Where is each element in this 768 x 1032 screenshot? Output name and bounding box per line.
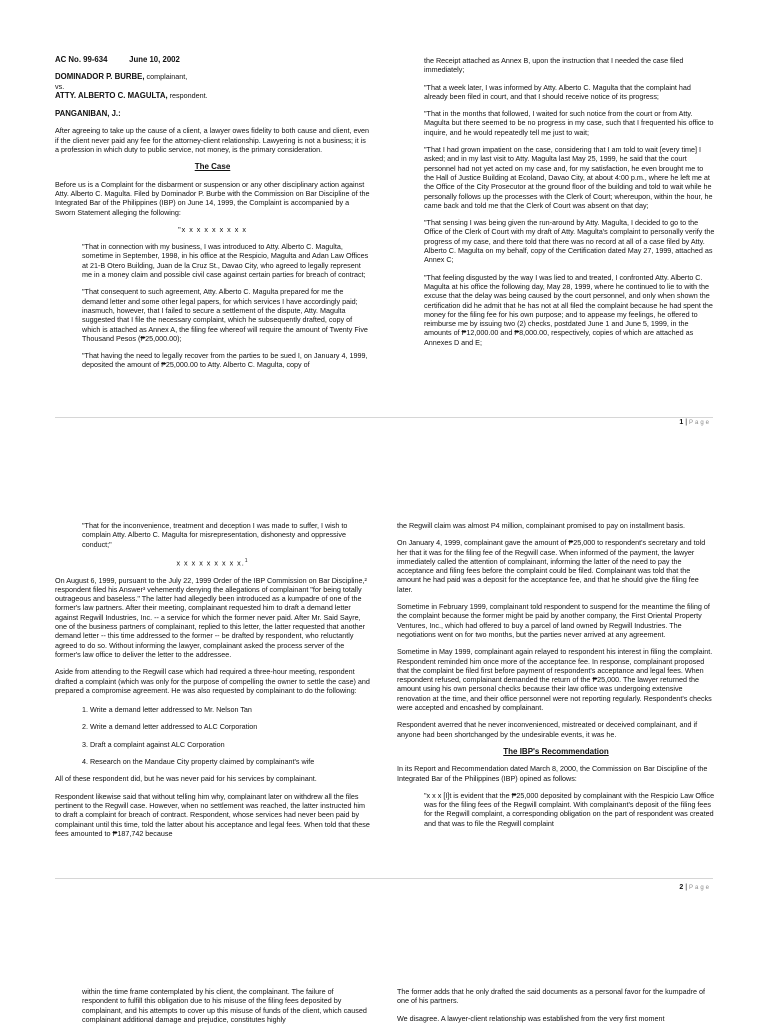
page-1 xyxy=(0,0,768,428)
parties xyxy=(55,72,370,100)
paragraph: On January 4, 1999, complainant gave the amount of ₱25,000 to respondent's secretary and told her that it was for the filing fee of the Regwill case. When informed of the payment, the lawyer immediately called the attention of complainant, informing the latter of the need to pay the acceptance and filing fees before the complaint could be filed. Complainant was told that the amount he had paid was a deposit for the acceptance fee, and that he should give the filing fee later. xyxy=(397,538,706,594)
footer-divider xyxy=(55,878,713,879)
page-3-left-column xyxy=(82,987,370,1032)
case-header xyxy=(55,55,370,64)
paragraph: Before us is a Complaint for the disbarment or suspension or any other disciplinary action against Atty. Alberto C. Magulta. Filed by Dominador P. Burbe with the Commission on Bar Discipline of the Integrated Bar of the Philippines (IBP) on June 14, 1999, the Complaint is accompanied by a Sworn Statement alleging the following: xyxy=(55,179,370,217)
complainant-name: DOMINADOR P. BURBE, xyxy=(55,72,145,82)
paragraph: Sometime in February 1999, complainant told respondent to suspend for the meantime the filing of the complaint because the former might be paid by another company, the First Oriental Property Ventures, Inc., which had offered to buy a parcel of land owned by Regwill Industries. The negotiations went on for two months, but the parties never arrived at any agreement. xyxy=(397,602,710,639)
paragraph: On August 6, 1999, pursuant to the July 22, 1999 Order of the IBP Commission on Bar Discipline,² respondent filed his Answer³ vehemently denying the allegations of complainant "for being totally outrageous and baseless." The latter had allegedly been introduced as a kumpadre of one of the former's law partners. After their meeting, complainant requested him to draft a demand letter against Regwill Industries, Inc. -- a service for which the former never paid. After Mr. Said Sayre, one of the business partners of complainant, replied to this letter, the latter requested that another demand letter -- this time addressed to the former -- be drafted by respondent, who reluctantly agreed to do so. Without informing the lawyer, complainant asked the process server of the former's law office to deliver the letter to the addressee. xyxy=(55,575,367,659)
list-item: 3. Draft a complaint against ALC Corporation xyxy=(82,739,225,749)
ellipsis-separator xyxy=(55,557,370,568)
page-3-right-column xyxy=(397,987,715,1031)
paragraph: Sometime in May 1999, complainant again relayed to respondent his interest in filing the complaint. Respondent reminded him once more of the acceptance fee. In response, complainant proposed that the complaint be filed first before payment of respondent's acceptance and legal fees. When respondent refused, complainant demanded the return of the ₱25,000. The lawyer returned the amount using his own personal checks because their law office was undergoing extensive renovation at the time, and their office personnel were not reporting regularly. Respondent's checks were accepted and encashed by complainant. xyxy=(397,647,713,713)
quoted-paragraph: "x x x [I]t is evident that the ₱25,000 deposited by complainant with the Respicio Law Office was for the filing fees of the Regwill complaint. With complainant's deposit of the filing fees for the Regwill complaint, a corresponding obligation on the part of respondent was created and that was to file the Regwill complaint xyxy=(424,790,715,828)
complainant-role: complainant, xyxy=(144,72,188,82)
ellipsis-text: x x x x x x x x x. xyxy=(176,558,245,568)
page-2-right-column xyxy=(397,521,715,836)
quoted-paragraph: the Receipt attached as Annex B, upon the instruction that I needed the case filed immediately; xyxy=(424,56,684,75)
paragraph: We disagree. A lawyer-client relationship was established from the very first moment xyxy=(397,1013,665,1023)
quoted-paragraph: "That having the need to legally recover from the parties to be sued I, on January 4, 1999, deposited the amount of ₱25,000.00 to Atty. Alberto C. Magulta, copy of xyxy=(82,351,368,370)
page-2-left-column xyxy=(55,521,370,846)
page-number: 1 | Page xyxy=(679,419,711,426)
quoted-paragraph: "That sensing I was being given the run-around by Atty. Magulta, I decided to go to the Office of the Clerk of Court with my draft of Atty. Magulta's complaint to personally verify the progress of my case, and there told that there was no record at all of a case filed by Atty. Alberto C. Magulta on my behalf, copy of the Certification dated May 27, 1999, attached as Annex C; xyxy=(424,218,715,265)
page-3 xyxy=(0,976,768,1024)
footnote-marker: 1 xyxy=(244,557,249,564)
page-1-left-column xyxy=(55,55,370,378)
paragraph: Aside from attending to the Regwill case which had required a three-hour meeting, respondent drafted a complaint (which was only for the purpose of compelling the owner to settle the case) and prepared a compromise agreement. He was also requested by complainant to do the following: xyxy=(55,667,370,695)
paragraph: Respondent averred that he never inconvenienced, mistreated or deceived complainant, and if anyone had been shortchanged by the undesirable events, it was he. xyxy=(397,720,698,739)
quoted-paragraph: "That in the months that followed, I waited for such notice from the court or from Atty. Magulta but there seemed to be no progress in my case, such that I frequented his office to inquire, and he would repeatedly tell me just to wait; xyxy=(424,109,714,137)
paragraph: the Regwill claim was almost P4 million, complainant promised to pay on installment basis. xyxy=(397,521,686,530)
paragraph: In its Report and Recommendation dated March 8, 2000, the Commission on Bar Discipline of the Integrated Bar of the Philippines (IBP) opined as follows: xyxy=(397,764,708,783)
quoted-paragraph: "That I had grown impatient on the case, considering that I am told to wait [every time] I asked; and in my last visit to Atty. Magulta last May 25, 1999, he said that the court personnel had not yet acted on my case and, for my satisfaction, he even brought me to the Hall of Justice Building at Ecoland, Davao City, at about 4:00 p.m., where he left me at the Office of the City Prosecutor at the ground floor of the building and told to wait while he personally follows up the processes with the Clerk of Court; whereupon, within the hour, he came back and told me that the Clerk of Court was absent on that day; xyxy=(424,145,713,210)
case-number: AC No. 99-634 xyxy=(55,55,108,64)
quoted-paragraph: "That feeling disgusted by the way I was lied to and treated, I confronted Atty. Alberto C. Magulta at his office the following day, May 28, 1999, where he continued to lie to with the excuse that the delay was being caused by the court personnel, and only when shown the certification did he admit that he has not at all filed the complaint because he had spent the money for the filing fee for his own purpose; and to appease my feelings, he offered to reimburse me by issuing two (2) checks, postdated June 1 and June 5, 1999, in the amounts of ₱12,000.00 and ₱8,000.00, respectively, copies of which are attached as Annexes D and E; xyxy=(424,272,713,347)
page-1-right-column xyxy=(397,56,715,355)
list-item: 2. Write a demand letter addressed to ALC Corporation xyxy=(82,722,258,732)
page-number-label: Page xyxy=(688,885,711,891)
quoted-paragraph: "That in connection with my business, I was introduced to Atty. Alberto C. Magulta, sometime in September, 1998, in his office at the Respicio, Magulta and Adan Law Offices at 21-B Otero Building, Juan de la Cruz St., Davao City, who agreed to legally represent me in a money claim and possible civil case against certain parties for breach of contract; xyxy=(82,242,369,280)
quoted-paragraph: "That for the inconvenience, treatment and deception I was made to suffer, I wish to complain Atty. Alberto C. Magulta for misrepresentation, dishonesty and oppressive conduct;" xyxy=(82,521,348,549)
ellipsis-separator: "x x x x x x x x x xyxy=(178,224,247,234)
paragraph: The former adds that he only drafted the said documents as a personal favor for the kumpadre of one of his partners. xyxy=(397,987,706,1006)
versus: vs. xyxy=(55,81,65,91)
list-item: 1. Write a demand letter addressed to Mr. Nelson Tan xyxy=(82,705,252,715)
case-date: June 10, 2002 xyxy=(129,55,180,64)
page-number-label: Page xyxy=(688,420,711,426)
heading-the-case: The Case xyxy=(194,162,231,172)
quoted-paragraph: "That a week later, I was informed by Atty. Alberto C. Magulta that the complaint had already been filed in court, and that I should receive notice of its progress; xyxy=(424,82,691,101)
justice-name: PANGANIBAN, J.: xyxy=(55,109,121,119)
page-2 xyxy=(0,508,768,898)
quoted-paragraph: within the time frame contemplated by his client, the complainant. The failure of respondent to fulfill this obligation due to his misuse of the filing fees deposited by complainant, and his attempts to cover up this misuse of funds of the client, which caused complainant additional damage and prejudice, constitutes highly xyxy=(82,987,367,1024)
intro-paragraph: After agreeing to take up the cause of a client, a lawyer owes fidelity to both cause and client, even if the client never paid any fee for the attorney-client relationship. Lawyering is not a business; it is a profession in which duty to public service, not money, is the primary consideration. xyxy=(55,126,370,155)
paragraph: Respondent likewise said that without telling him why, complainant later on withdrew all the files pertinent to the Regwill case. However, when no settlement was reached, the latter instructed him to draft a complaint for breach of contract. Respondent, whose services had never been paid by complainant until this time, told the latter about his acceptance and legal fees. When told that these fees amounted to ₱187,742 because xyxy=(55,791,370,838)
paragraph: All of these respondent did, but he was never paid for his services by complainant. xyxy=(55,774,317,784)
heading-ibp-recommendation: The IBP's Recommendation xyxy=(503,746,609,756)
page-number: 2 | Page xyxy=(679,884,711,891)
quoted-paragraph: "That consequent to such agreement, Atty. Alberto C. Magulta prepared for me the demand letter and some other legal papers, for which services I have accordingly paid; inasmuch, however, that I failed to secure a settlement of the dispute, Atty. Magulta suggested that I file the necessary complaint, which he subsequently drafted, copy of which is attached as Annex A, the filing fee whereof will require the amount of Twenty Five Thousand Pesos (₱25,000.00); xyxy=(82,287,368,343)
page-number-value: 2 xyxy=(679,884,684,891)
list-item: 4. Research on the Mandaue City property claimed by complainant's wife xyxy=(82,757,315,767)
page-number-value: 1 xyxy=(679,419,684,426)
respondent-name: ATTY. ALBERTO C. MAGULTA, xyxy=(55,90,168,100)
footer-divider xyxy=(55,417,713,418)
respondent-role: respondent. xyxy=(167,90,208,100)
